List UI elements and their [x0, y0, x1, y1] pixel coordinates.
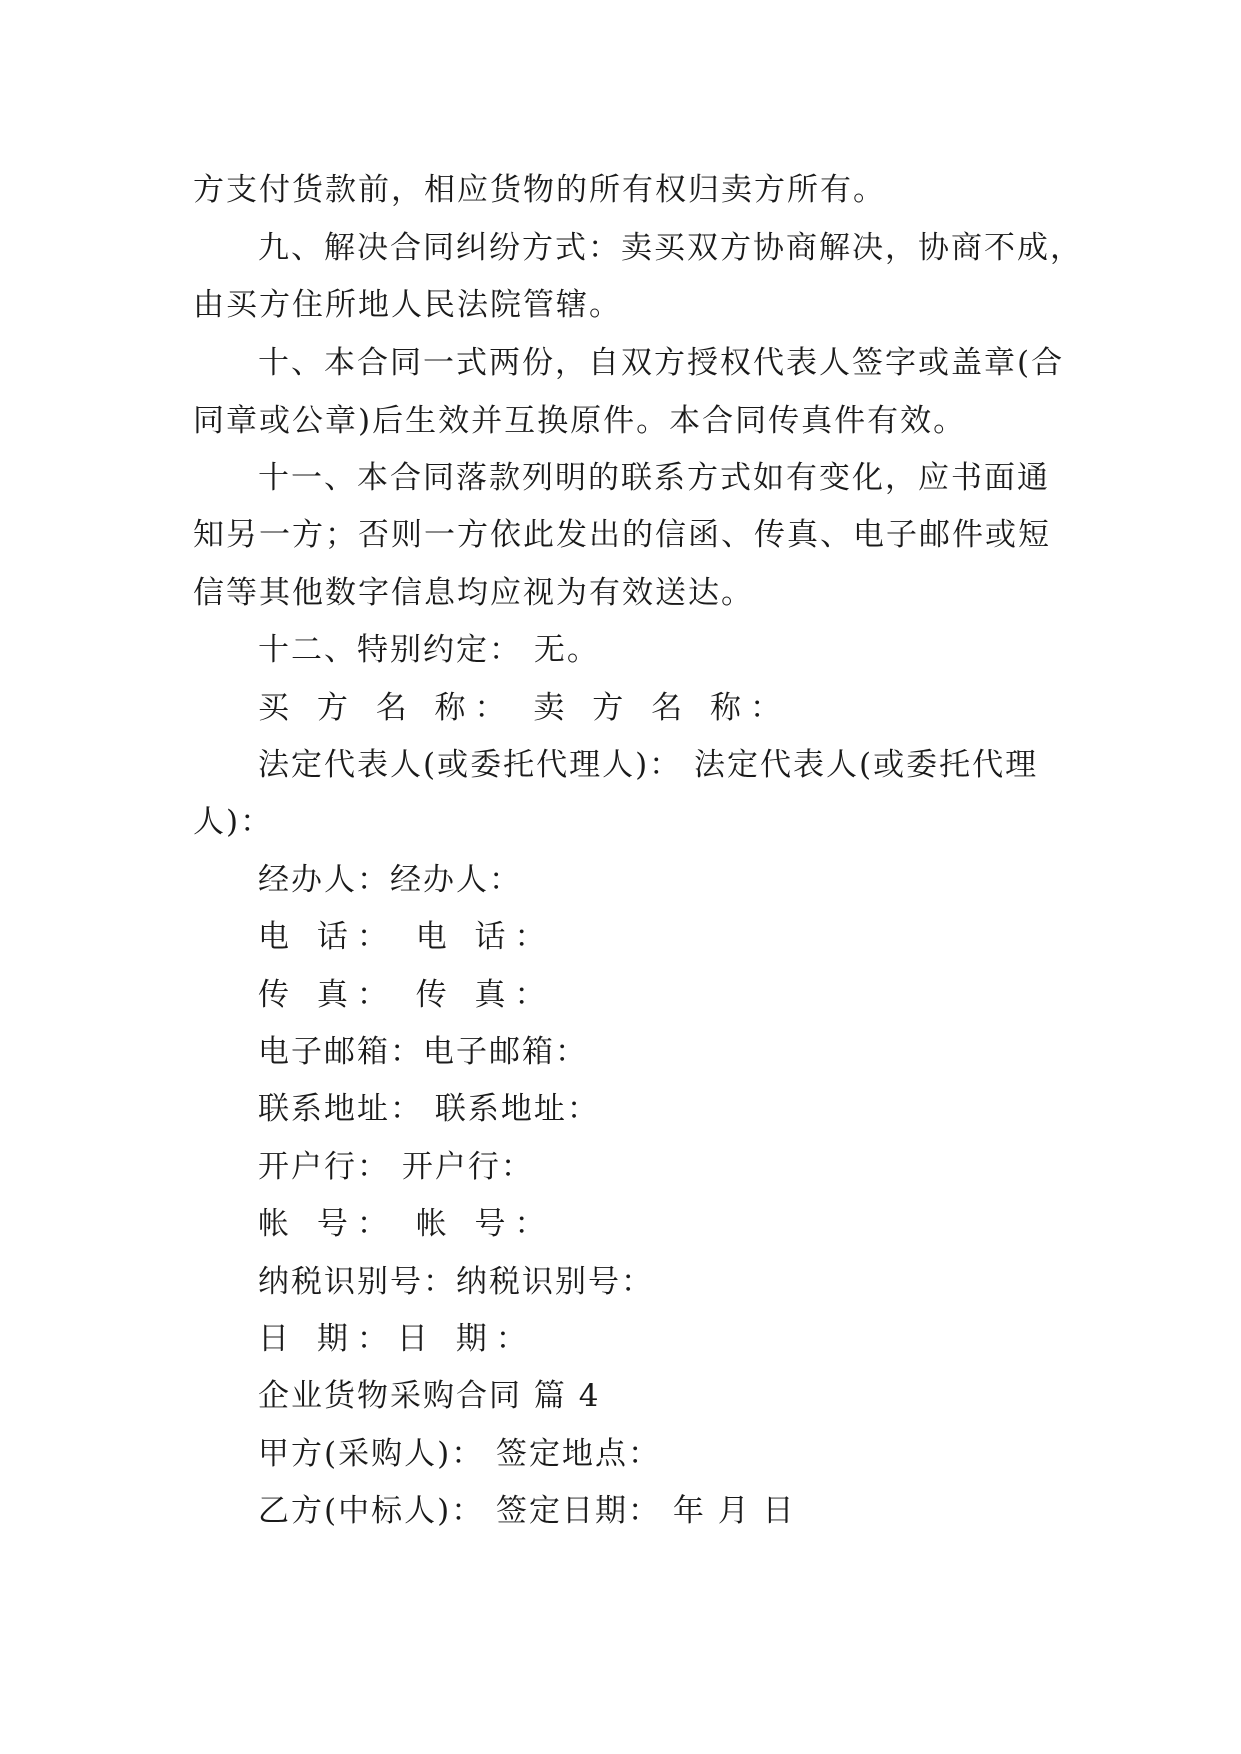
- fax-line: 传 真： 传 真：: [258, 977, 555, 1013]
- address-line: 联系地址： 联系地址：: [258, 1091, 600, 1127]
- party-a-line: 甲方(采购人)： 签定地点：: [258, 1436, 662, 1472]
- paragraph-line: 人)：: [193, 804, 274, 840]
- legal-representative-line: 法定代表人(或委托代理人)： 法定代表人(或委托代理: [258, 747, 1039, 783]
- paragraph-line: 同章或公章)后生效并互换原件。本合同传真件有效。: [193, 403, 967, 439]
- email-line: 电子邮箱：电子邮箱：: [258, 1034, 588, 1070]
- paragraph-line: 由买方住所地人民法院管辖。: [193, 287, 622, 323]
- phone-line: 电 话： 电 话：: [258, 919, 555, 955]
- clause-ten-line: 十、本合同一式两份，自双方授权代表人签字或盖章(合: [258, 345, 1065, 381]
- date-line: 日 期：日 期：: [258, 1321, 536, 1357]
- section-heading: 企业货物采购合同 篇 4: [258, 1378, 601, 1414]
- clause-eleven-line: 十一、本合同落款列明的联系方式如有变化，应书面通: [258, 460, 1050, 496]
- paragraph-line: 信等其他数字信息均应视为有效送达。: [193, 575, 754, 611]
- clause-twelve-line: 十二、特别约定： 无。: [258, 632, 600, 668]
- party-b-line: 乙方(中标人)： 签定日期： 年 月 日: [258, 1493, 796, 1529]
- clause-nine-line: 九、解决合同纠纷方式：卖买双方协商解决，协商不成，: [258, 230, 1083, 266]
- account-line: 帐 号： 帐 号：: [258, 1206, 555, 1242]
- paragraph-line: 知另一方；否则一方依此发出的信函、传真、电子邮件或短: [193, 517, 1051, 553]
- tax-id-line: 纳税识别号：纳税识别号：: [258, 1264, 654, 1300]
- handler-line: 经办人：经办人：: [258, 862, 522, 898]
- paragraph-line: 方支付货款前，相应货物的所有权归卖方所有。: [193, 172, 886, 208]
- party-name-line: 买 方 名 称： 卖 方 名 称：: [258, 690, 790, 726]
- bank-line: 开户行： 开户行：: [258, 1149, 534, 1185]
